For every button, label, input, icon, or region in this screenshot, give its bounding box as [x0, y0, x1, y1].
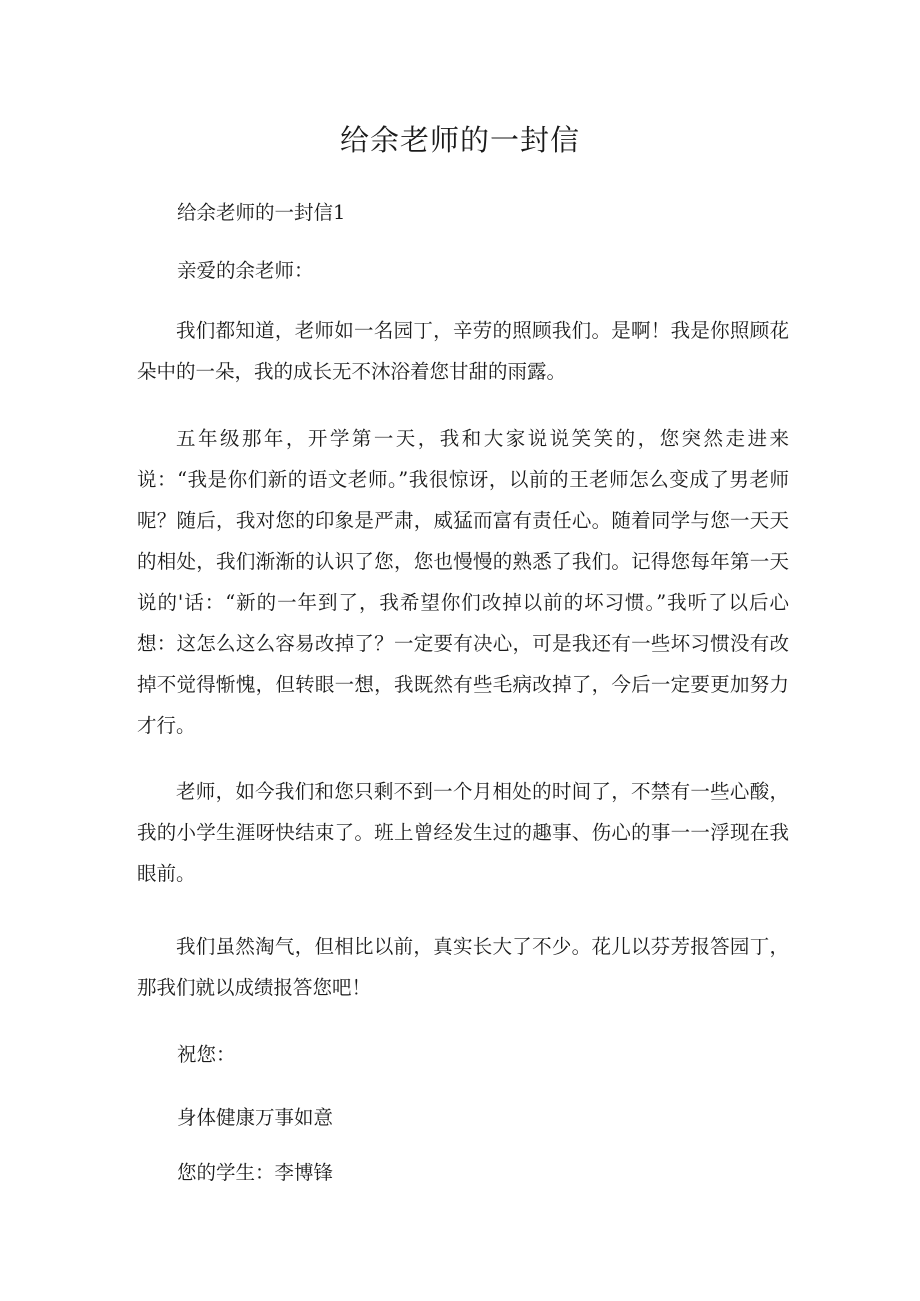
letter-paragraph-4: 我们虽然淘气，但相比以前，真实长大了不少。花儿以芬芳报答园丁，那我们就以成绩报答您吧！	[137, 935, 789, 999]
letter-subtitle: 给余老师的一封信1	[177, 201, 346, 224]
letter-closing: 祝您：	[177, 1043, 236, 1066]
letter-wish: 身体健康万事如意	[177, 1106, 334, 1129]
letter-signature: 您的学生：李博锋	[177, 1161, 334, 1184]
letter-salutation: 亲爱的余老师：	[177, 259, 314, 282]
letter-paragraph-2: 五年级那年，开学第一天，我和大家说说笑笑的，您突然走进来说：“我是你们新的语文老师。”我很惊讶，以前的王老师怎么变成了男老师呢？随后，我对您的印象是严肃，威猛而富有责任心。随着同学与您一天天的相处，我们渐渐的认识了您，您也慢慢的熟悉了我们。记得您每年第一天说的'话：“新的一年到了，我希望你们改掉以前的坏习惯。”我听了以后心想：这怎么这么容易改掉了？一定要有决心，可是我还有一些坏习惯没有改掉不觉得惭愧，但转眼一想，我既然有些毛病改掉了，今后一定要更加努力才行。	[137, 427, 789, 737]
document-title: 给余老师的一封信	[339, 123, 580, 157]
letter-paragraph-3: 老师，如今我们和您只剩不到一个月相处的时间了，不禁有一些心酸，我的小学生涯呀快结束了。班上曾经发生过的趣事、伤心的事一一浮现在我眼前。	[137, 780, 789, 885]
letter-paragraph-1: 我们都知道，老师如一名园丁，辛劳的照顾我们。是啊！我是你照顾花朵中的一朵，我的成长无不沐浴着您甘甜的雨露。	[137, 319, 789, 383]
